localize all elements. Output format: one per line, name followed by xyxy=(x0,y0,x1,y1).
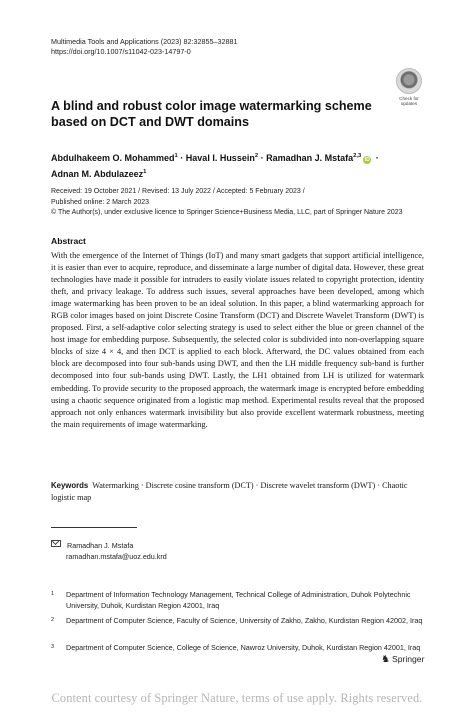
corresponding-author-name: Ramadhan J. Mstafa xyxy=(67,541,134,550)
corresponding-author-email[interactable]: ramadhan.mstafa@uoz.edu.krd xyxy=(66,552,167,561)
author-affiliation-ref: 1 xyxy=(174,153,178,159)
envelope-icon xyxy=(51,540,61,547)
courtesy-footer: Content courtesy of Springer Nature, terms of use apply. Rights reserved. xyxy=(51,691,423,705)
footnote-divider xyxy=(51,527,137,528)
affiliation xyxy=(51,590,431,612)
author-separator: · xyxy=(180,153,184,163)
correspondence xyxy=(51,540,167,562)
author-affiliation-ref: 2 xyxy=(254,153,259,159)
keywords-label: Keywords xyxy=(51,481,89,490)
publisher-name: Springer xyxy=(391,654,425,664)
check-for-updates-badge[interactable] xyxy=(392,68,426,110)
affiliation-text: Department of Computer Science, College of Science, Nawroz University, Duhok, Kurdistan Region 42001, Iraq xyxy=(66,643,421,652)
author-separator: · xyxy=(260,153,264,163)
publisher-logo xyxy=(381,654,424,665)
affiliation-number: 2 xyxy=(51,617,55,623)
orcid-icon[interactable]: iD xyxy=(364,157,370,163)
author-name[interactable]: Adnan M. Abdulazeez xyxy=(51,168,144,179)
paper-title: A blind and robust color image watermarking scheme based on DCT and DWT domains xyxy=(51,99,372,129)
springer-horse-icon: ♞ xyxy=(381,654,390,665)
journal-citation: Multimedia Tools and Applications (2023) 82:32855–32881 xyxy=(51,37,238,46)
abstract-body: With the emergence of the Internet of Things (IoT) and many smart gadgets that support artificial intelligence, it is easier than ever to acquire, reproduce, and disseminate a large number of digital data. However, these great technologies have made it possible for intruders to easily violate issues related to copyright protection, identity theft, and privacy leakage. To address such issues, several approaches have been developed, among which image watermarking has been proven to be an ideal solution. In this paper, a blind watermarking approach for RGB color images based on joint Discrete Cosine Transform (DCT) and Discrete Wavelet Transform (DWT) is proposed. First, a self-adaptive color selecting strategy is used to select either the blue or green channel of the host image for embedding purpose. Subsequently, the selected color is subdivided into non-overlapping square blocks of size 4 × 4, and then DCT is applied to each block. Afterward, the DC values obtained from each block are decomposed into four sub-bands using DWT, and then the LH middle frequency sub-band is further decomposed into four sub-bands using DWT. Lastly, the LH1 obtained from LH is utilized for watermark embedding. To provide security to the proposed approach, the watermark image is encrypted before embedding using a chaotic sequence originated from a logistic map method. Experimental results reveal that the proposed approach not only enhances watermark invisibility but also provide excellent watermark robustness, meeting the main requirements of image watermarking. xyxy=(51,251,424,429)
affiliation xyxy=(51,643,431,654)
affiliation xyxy=(51,616,431,627)
publication-dates xyxy=(51,187,441,219)
affiliation-text: Department of Computer Science, Faculty of Science, University of Zakho, Zakho, Kurdistan Region 42002, Iraq xyxy=(66,616,423,625)
abstract-heading: Abstract xyxy=(51,236,86,246)
affiliation-number: 3 xyxy=(51,644,55,650)
journal-header xyxy=(51,37,237,57)
author-affiliation-ref: 2,3 xyxy=(353,153,362,159)
author-name[interactable]: Haval I. Hussein xyxy=(185,153,255,163)
author-list xyxy=(51,150,431,181)
author-name[interactable]: Abdulhakeem O. Mohammed xyxy=(51,153,175,163)
badge-label-line2: updates xyxy=(400,101,418,106)
dates-received-line: Received: 19 October 2021 / Revised: 13 July 2022 / Accepted: 5 February 2023 / xyxy=(51,188,305,195)
dates-published-line: Published online: 2 March 2023 xyxy=(51,198,150,206)
affiliation-text: Department of Information Technology Management, Technical College of Administration, Duhok Polytechnic University, Duhok, Kurdistan Region 42001, Iraq xyxy=(66,590,411,610)
keywords-list: Watermarking · Discrete cosine transform (DCT) · Discrete wavelet transform (DWT) · Chaotic logistic map xyxy=(51,481,408,503)
badge-label-line1: Check for xyxy=(399,96,419,101)
affiliation-number: 1 xyxy=(51,591,55,597)
copyright-line: © The Author(s), under exclusive licence to Springer Science+Business Media, LLC, part of Springer Nature 2023 xyxy=(51,209,403,216)
author-separator: · xyxy=(375,153,379,163)
check-for-updates-icon xyxy=(396,68,422,94)
author-affiliation-ref: 1 xyxy=(143,168,147,175)
keywords-section xyxy=(51,480,424,504)
journal-doi[interactable]: https://doi.org/10.1007/s11042-023-14797-0 xyxy=(51,47,191,56)
author-name[interactable]: Ramadhan J. Mstafa xyxy=(266,153,354,163)
